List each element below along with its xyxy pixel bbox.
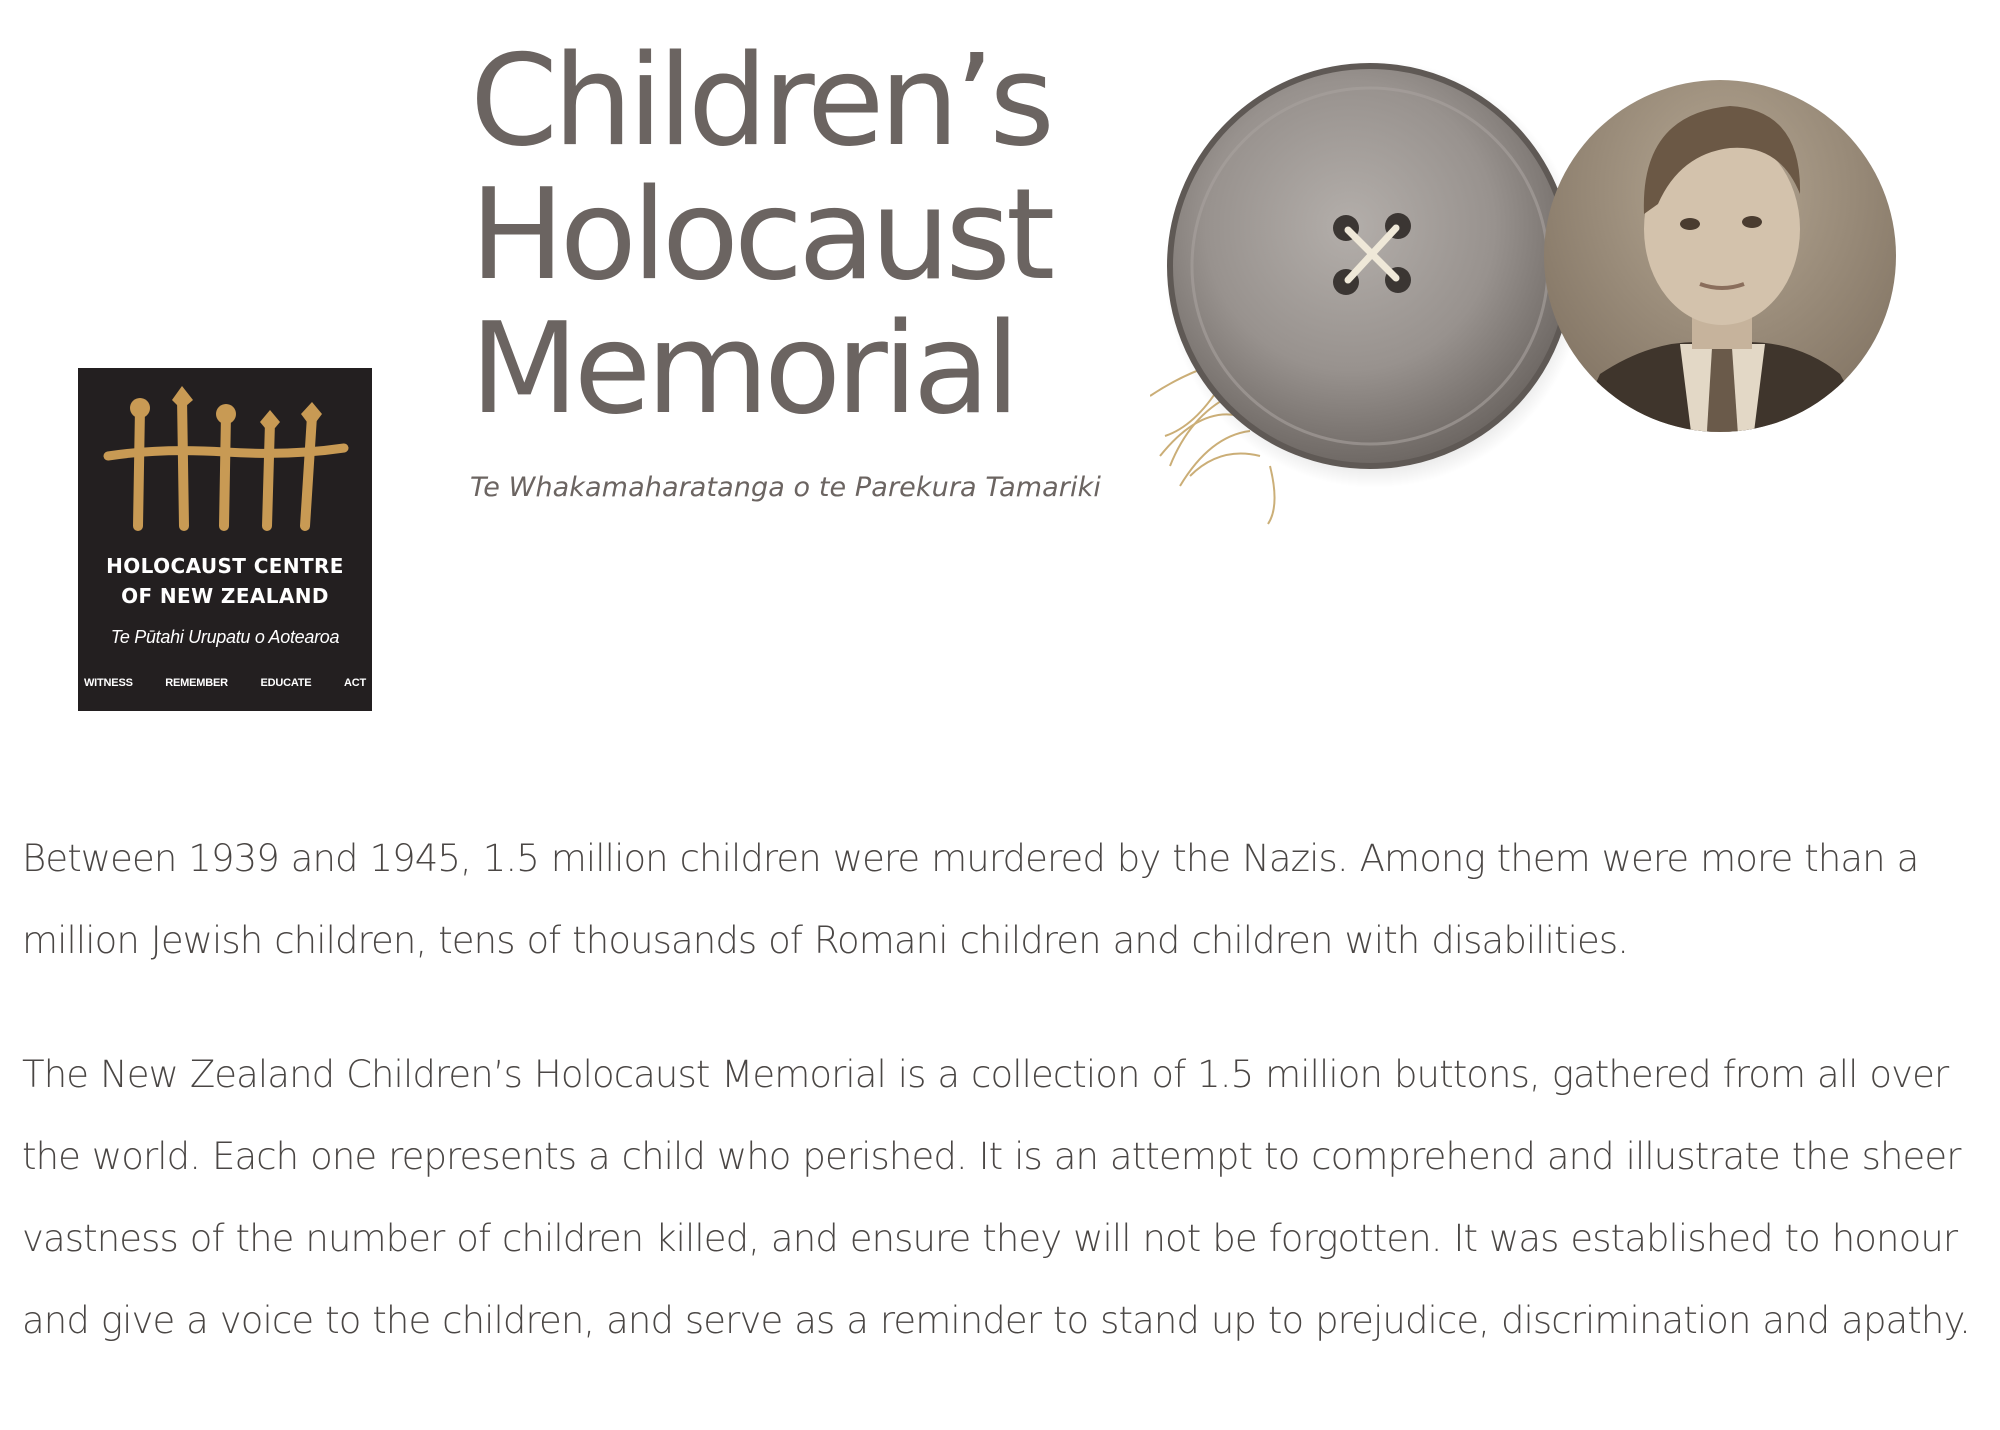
centre-motto: [84, 677, 366, 689]
memorial-title: [470, 27, 1170, 442]
memorial-subtitle: Te Whakamaharatanga o te Parekura Tamariki: [470, 472, 1101, 503]
motto-witness: WITNESS: [84, 677, 133, 689]
holocaust-centre-logo: [78, 368, 372, 711]
intro-paragraph-1: Between 1939 and 1945, 1.5 million children were murdered by the Nazis. Among them were more than a million Jewish children, tens of thousands of Romani children and children with disabilities.: [22, 837, 1919, 962]
portrait-icon: [1540, 44, 1906, 464]
centre-maori-name: Te Pūtahi Urupatu o Aotearoa: [110, 627, 340, 647]
motto-act: ACT: [343, 677, 366, 689]
motto-educate: EDUCATE: [260, 677, 312, 689]
memorial-title-line-3: Memorial: [470, 295, 1016, 442]
intro-paragraph-2: The New Zealand Children’s Holocaust Memorial is a collection of 1.5 million buttons, gathered from all over the world. Each one represents a child who perished. It is an attempt to comprehend and illustrate the sheer vastness of the number of children killed, and ensure they will not be forgotten. It was established to honour and give a voice to the children, and serve as a reminder to stand up to prejudice, discrimination and apathy.: [22, 1053, 1971, 1342]
memorial-title-line-2: Holocaust: [470, 161, 1051, 308]
figures-icon: [100, 386, 350, 541]
centre-name: [78, 551, 372, 611]
centre-name-line-1: HOLOCAUST CENTRE: [106, 554, 344, 578]
intro-text: [22, 818, 1997, 1414]
motto-remember: REMEMBER: [165, 677, 228, 689]
centre-name-line-2: OF NEW ZEALAND: [121, 584, 329, 608]
memorial-title-line-1: Children’s: [470, 27, 1050, 174]
